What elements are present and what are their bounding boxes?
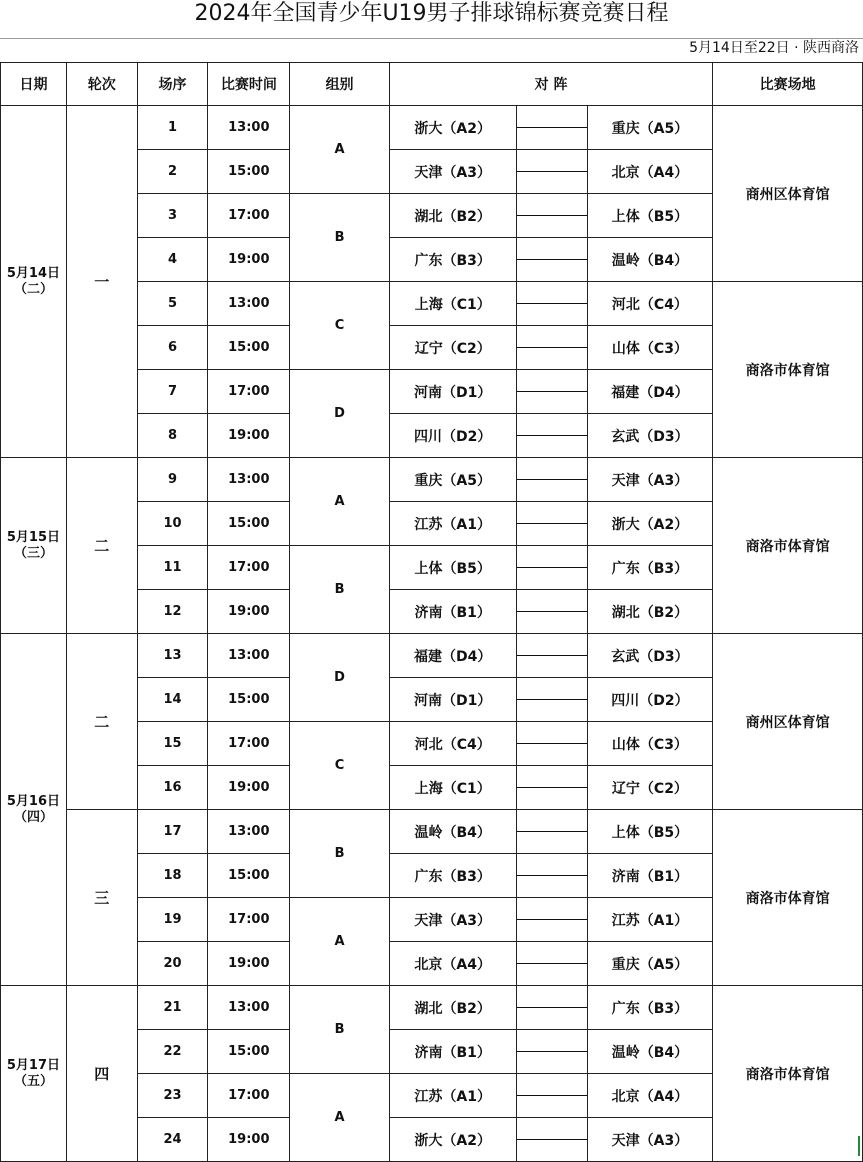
match-no: 11 [137,546,208,590]
match-time: 17:00 [208,722,290,766]
round-cell: 二 [66,634,137,810]
match-row [1,458,863,502]
match-time: 13:00 [208,106,290,150]
away-team: 辽宁（C2） [587,766,713,810]
versus-line [517,523,587,524]
match-time: 13:00 [208,986,290,1030]
away-team: 重庆（A5） [587,106,713,150]
round-cell: 二 [66,458,137,634]
versus-line-cell [516,282,587,326]
date-text: 5月16日 [6,793,61,809]
home-team: 辽宁（C2） [389,326,516,370]
versus-line [517,919,587,920]
home-team: 河南（D1） [389,678,516,722]
match-no: 13 [137,634,208,678]
home-team: 广东（B3） [389,854,516,898]
page-subtitle: 5月14日至22日 · 陕西商洛 [689,40,859,56]
versus-line [517,303,587,304]
group-cell: B [290,810,390,898]
header-date: 日期 [1,63,67,106]
match-time: 15:00 [208,1030,290,1074]
versus-line [517,1095,587,1096]
group-cell: A [290,1074,390,1162]
match-time: 19:00 [208,590,290,634]
match-time: 17:00 [208,546,290,590]
versus-line-cell [516,898,587,942]
date-text: 5月14日 [6,265,61,281]
match-time: 15:00 [208,854,290,898]
home-team: 济南（B1） [389,590,516,634]
away-team: 北京（A4） [587,150,713,194]
away-team: 济南（B1） [587,854,713,898]
match-no: 23 [137,1074,208,1118]
home-team: 上海（C1） [389,282,516,326]
group-cell: A [290,106,390,194]
versus-line [517,347,587,348]
date-cell [1,458,67,634]
match-time: 13:00 [208,810,290,854]
round-cell: 一 [66,106,137,458]
versus-line [517,963,587,964]
match-time: 19:00 [208,414,290,458]
versus-line [517,831,587,832]
match-no: 8 [137,414,208,458]
versus-line-cell [516,634,587,678]
home-team: 天津（A3） [389,150,516,194]
versus-line-cell [516,942,587,986]
away-team: 河北（C4） [587,282,713,326]
home-team: 温岭（B4） [389,810,516,854]
schedule-table [0,62,863,1162]
versus-line [517,127,587,128]
match-time: 19:00 [208,942,290,986]
match-no: 15 [137,722,208,766]
weekday-text: （三） [13,545,53,561]
home-team: 浙大（A2） [389,106,516,150]
match-time: 17:00 [208,898,290,942]
versus-line-cell [516,854,587,898]
weekday-text: （四） [13,809,53,825]
match-no: 1 [137,106,208,150]
group-cell: B [290,986,390,1074]
date-text: 5月17日 [6,1057,61,1073]
away-team: 北京（A4） [587,1074,713,1118]
match-row [1,810,863,854]
group-cell: D [290,370,390,458]
weekday-text: （二） [13,281,53,297]
venue-cell: 商州区体育馆 [713,106,863,282]
away-team: 天津（A3） [587,458,713,502]
group-cell: C [290,722,390,810]
away-team: 山体（C3） [587,326,713,370]
home-team: 湖北（B2） [389,194,516,238]
home-team: 福建（D4） [389,634,516,678]
date-cell [1,106,67,458]
versus-line [517,435,587,436]
away-team: 四川（D2） [587,678,713,722]
away-team: 重庆（A5） [587,942,713,986]
venue-cell: 商洛市体育馆 [713,986,863,1162]
versus-line [517,567,587,568]
round-cell: 四 [66,986,137,1162]
match-no: 24 [137,1118,208,1162]
away-team: 江苏（A1） [587,898,713,942]
away-team: 广东（B3） [587,546,713,590]
versus-line-cell [516,106,587,150]
venue-cell: 商洛市体育馆 [713,282,863,458]
match-time: 19:00 [208,766,290,810]
match-no: 5 [137,282,208,326]
away-team: 温岭（B4） [587,1030,713,1074]
versus-line [517,215,587,216]
group-cell: B [290,546,390,634]
match-no: 3 [137,194,208,238]
home-team: 天津（A3） [389,898,516,942]
home-team: 江苏（A1） [389,1074,516,1118]
match-time: 15:00 [208,678,290,722]
match-no: 14 [137,678,208,722]
venue-cell: 商州区体育馆 [713,634,863,810]
header-matchup: 对 阵 [389,63,712,106]
home-team: 河北（C4） [389,722,516,766]
match-no: 9 [137,458,208,502]
match-time: 17:00 [208,1074,290,1118]
header-match-no: 场序 [137,63,208,106]
home-team: 江苏（A1） [389,502,516,546]
versus-line-cell [516,326,587,370]
versus-line [517,1139,587,1140]
versus-line-cell [516,810,587,854]
versus-line [517,611,587,612]
versus-line [517,787,587,788]
home-team: 上海（C1） [389,766,516,810]
match-time: 13:00 [208,634,290,678]
header-row [1,63,863,106]
versus-line [517,391,587,392]
home-team: 四川（D2） [389,414,516,458]
header-round: 轮次 [66,63,137,106]
versus-line-cell [516,678,587,722]
header-venue: 比赛场地 [713,63,863,106]
match-no: 6 [137,326,208,370]
date-cell [1,986,67,1162]
venue-cell: 商洛市体育馆 [713,458,863,634]
match-time: 17:00 [208,370,290,414]
match-time: 15:00 [208,502,290,546]
away-team: 天津（A3） [587,1118,713,1162]
match-row [1,986,863,1030]
away-team: 上体（B5） [587,810,713,854]
away-team: 上体（B5） [587,194,713,238]
home-team: 河南（D1） [389,370,516,414]
group-cell: A [290,898,390,986]
versus-line [517,875,587,876]
match-time: 15:00 [208,150,290,194]
date-text: 5月15日 [6,529,61,545]
match-time: 19:00 [208,1118,290,1162]
match-row [1,106,863,150]
away-team: 山体（C3） [587,722,713,766]
versus-line-cell [516,370,587,414]
match-row [1,634,863,678]
versus-line [517,699,587,700]
group-cell: D [290,634,390,722]
versus-line-cell [516,722,587,766]
versus-line-cell [516,766,587,810]
versus-line-cell [516,1074,587,1118]
versus-line [517,171,587,172]
home-team: 北京（A4） [389,942,516,986]
versus-line-cell [516,546,587,590]
match-time: 13:00 [208,282,290,326]
versus-line-cell [516,458,587,502]
away-team: 玄武（D3） [587,634,713,678]
match-time: 13:00 [208,458,290,502]
match-no: 7 [137,370,208,414]
match-no: 16 [137,766,208,810]
match-no: 20 [137,942,208,986]
weekday-text: （五） [13,1073,53,1089]
home-team: 重庆（A5） [389,458,516,502]
match-no: 4 [137,238,208,282]
match-no: 2 [137,150,208,194]
versus-line-cell [516,238,587,282]
round-cell: 三 [66,810,137,986]
versus-line-cell [516,414,587,458]
match-no: 21 [137,986,208,1030]
home-team: 湖北（B2） [389,986,516,1030]
versus-line [517,479,587,480]
versus-line-cell [516,150,587,194]
away-team: 福建（D4） [587,370,713,414]
versus-line [517,259,587,260]
header-group: 组别 [290,63,390,106]
home-team: 上体（B5） [389,546,516,590]
home-team: 济南（B1） [389,1030,516,1074]
versus-line-cell [516,1030,587,1074]
scroll-indicator [858,1136,860,1156]
versus-line [517,655,587,656]
match-time: 15:00 [208,326,290,370]
group-cell: B [290,194,390,282]
away-team: 玄武（D3） [587,414,713,458]
match-no: 17 [137,810,208,854]
away-team: 湖北（B2） [587,590,713,634]
match-time: 17:00 [208,194,290,238]
away-team: 温岭（B4） [587,238,713,282]
match-no: 19 [137,898,208,942]
match-no: 10 [137,502,208,546]
home-team: 广东（B3） [389,238,516,282]
page-title: 2024年全国青少年U19男子排球锦标赛竞赛日程 [194,1,669,26]
header-time: 比赛时间 [208,63,290,106]
away-team: 浙大（A2） [587,502,713,546]
match-no: 18 [137,854,208,898]
versus-line [517,1007,587,1008]
group-cell: C [290,282,390,370]
versus-line [517,743,587,744]
group-cell: A [290,458,390,546]
versus-line-cell [516,502,587,546]
versus-line [517,1051,587,1052]
match-no: 22 [137,1030,208,1074]
date-cell [1,634,67,986]
versus-line-cell [516,194,587,238]
home-team: 浙大（A2） [389,1118,516,1162]
venue-cell: 商洛市体育馆 [713,810,863,986]
versus-line-cell [516,590,587,634]
versus-line-cell [516,986,587,1030]
match-no: 12 [137,590,208,634]
away-team: 广东（B3） [587,986,713,1030]
versus-line-cell [516,1118,587,1162]
match-time: 19:00 [208,238,290,282]
